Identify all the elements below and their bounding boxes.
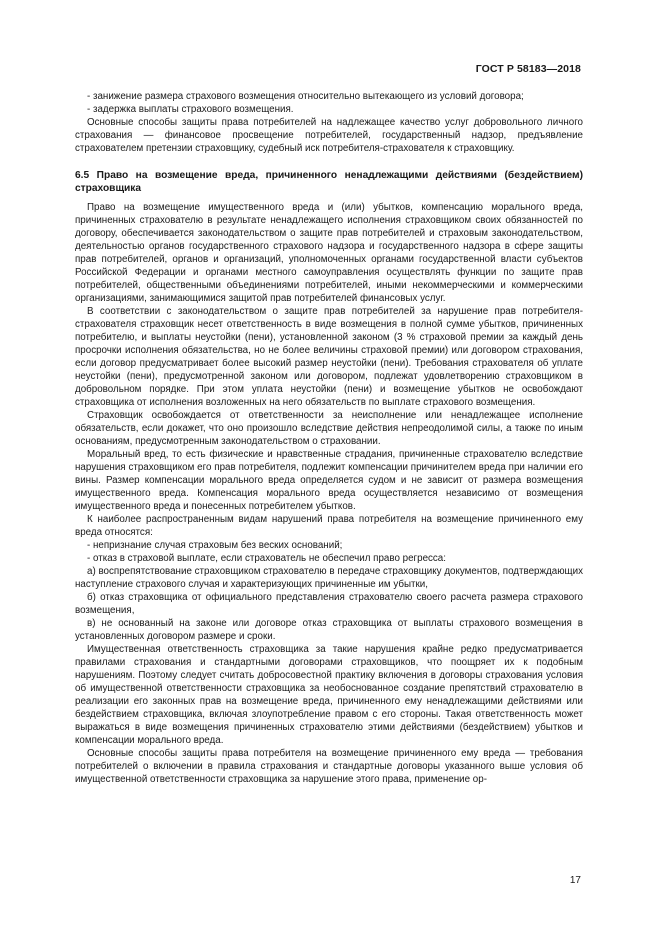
list-item: - отказ в страховой выплате, если страхователь не обеспечил право регресса:: [87, 553, 446, 564]
page-number: 17: [569, 875, 581, 886]
list-item: в) не основанный на законе или договоре отказ страховщика от выплаты страхового возмещения в установленных договором размере и сроки.: [75, 618, 583, 642]
paragraph: В соответствии с законодательством о защите прав потребителей за нарушение прав потребителя-страхователя страховщик несет ответственность в виде возмещения в полной сумме убытков, причиненных потребителю, и выплаты неустойки (пени), установленной законом (3 % страховой премии за каждый день просрочки исполнения обязательства, но не более величины страховой премии) или договором страхования, если договор предусматривает более высокий размер неустойки (пени). Требования страхователя об уплате неустойки (пени), предусмотренной законом или договором, подлежат удовлетворению страховщиком в добровольном порядке. При этом уплата неустойки (пени) и возмещение убытков не освобождают страховщика от исполнения возложенных на него обязательств по выплате страхового возмещения.: [75, 306, 583, 408]
section-heading: 6.5 Право на возмещение вреда, причиненного ненадлежащими действиями (бездействием) страховщика: [75, 170, 583, 194]
list-item: б) отказ страховщика от официального представления страхователю своего расчета размера страхового возмещения,: [75, 592, 583, 616]
paragraph: Имущественная ответственность страховщика за такие нарушения крайне редко предусматривается правилами страхования и стандартными договорами страховщиков, что поощряет их к подобным нарушениям. Поэтому следует считать добросовестной практику включения в договоры страхования условия об имущественной ответственности страховщика за необоснованное создание препятствий страхователю в реализации его законных прав на возмещение вреда, причиненного ему ненадлежащими действиями или бездействием страховщика, включая злоупотребление правом с его стороны. Такая ответственность может выражаться в виде возмещения причиненных страхователю этими действиями (бездействием) убытков и компенсации морального вреда.: [75, 644, 583, 746]
paragraph: Моральный вред, то есть физические и нравственные страдания, причиненные страхователю вследствие нарушения страховщиком его прав потребителя, подлежит компенсации причинителем вреда при наличии его вины. Размер компенсации морального вреда определяется судом и не зависит от размера возмещения имущественного вреда. Компенсация морального вреда осуществляется независимо от возмещения имущественного вреда и понесенных потребителем убытков.: [75, 449, 583, 512]
paragraph: Основные способы защиты права потребителя на возмещение причиненного ему вреда — требования потребителей о включении в правила страхования и стандартные договоры указанного выше условия об имущественной ответственности страховщика за нарушение этого права, применение ор-: [75, 748, 583, 785]
document-body: [75, 90, 583, 786]
list-item: а) воспрепятствование страховщиком страхователю в передаче страховщику документов, подтверждающих наступление страхового случая и характеризующих причиненные им убытки,: [75, 566, 583, 590]
list-item: - задержка выплаты страхового возмещения.: [87, 104, 294, 115]
list-item: - непризнание случая страховым без веских оснований;: [87, 540, 343, 551]
list-item: - занижение размера страхового возмещения относительно вытекающего из условий договора;: [87, 91, 524, 102]
paragraph: Основные способы защиты права потребителей на надлежащее качество услуг добровольного личного страхования — финансовое просвещение потребителей, государственный надзор, предъявление страхователем претензии страховщику, судебный иск потребителя-страхователя к страховщику.: [75, 117, 583, 154]
paragraph: К наиболее распространенным видам нарушений права потребителя на возмещение причиненного ему вреда относятся:: [75, 514, 583, 538]
paragraph: Право на возмещение имущественного вреда и (или) убытков, компенсацию морального вреда, причиненных страхователю в результате ненадлежащего исполнения страховщиком своих обязанностей по договору, обеспечивается законодательством о защите прав потребителей и страховым законодательством, деятельностью органов государственного страхового надзора и государственного надзора в сфере защиты прав потребителей, органов и организаций, уполномоченных органами государственной власти субъектов Российской Федерации и органами местного самоуправления осуществлять функции по защите прав потребителей, общественными объединениями потребителей, иными некоммерческими и коммерческими организациями, занимающимися защитой прав потребителей финансовых услуг.: [75, 202, 583, 304]
standard-header: ГОСТ Р 58183—2018: [475, 63, 581, 75]
paragraph: Страховщик освобождается от ответственности за неисполнение или ненадлежащее исполнение обязательств, если докажет, что оно произошло вследствие действия непреодолимой силы, а также по иным основаниям, предусмотренным законодательством о страховании.: [75, 410, 583, 447]
